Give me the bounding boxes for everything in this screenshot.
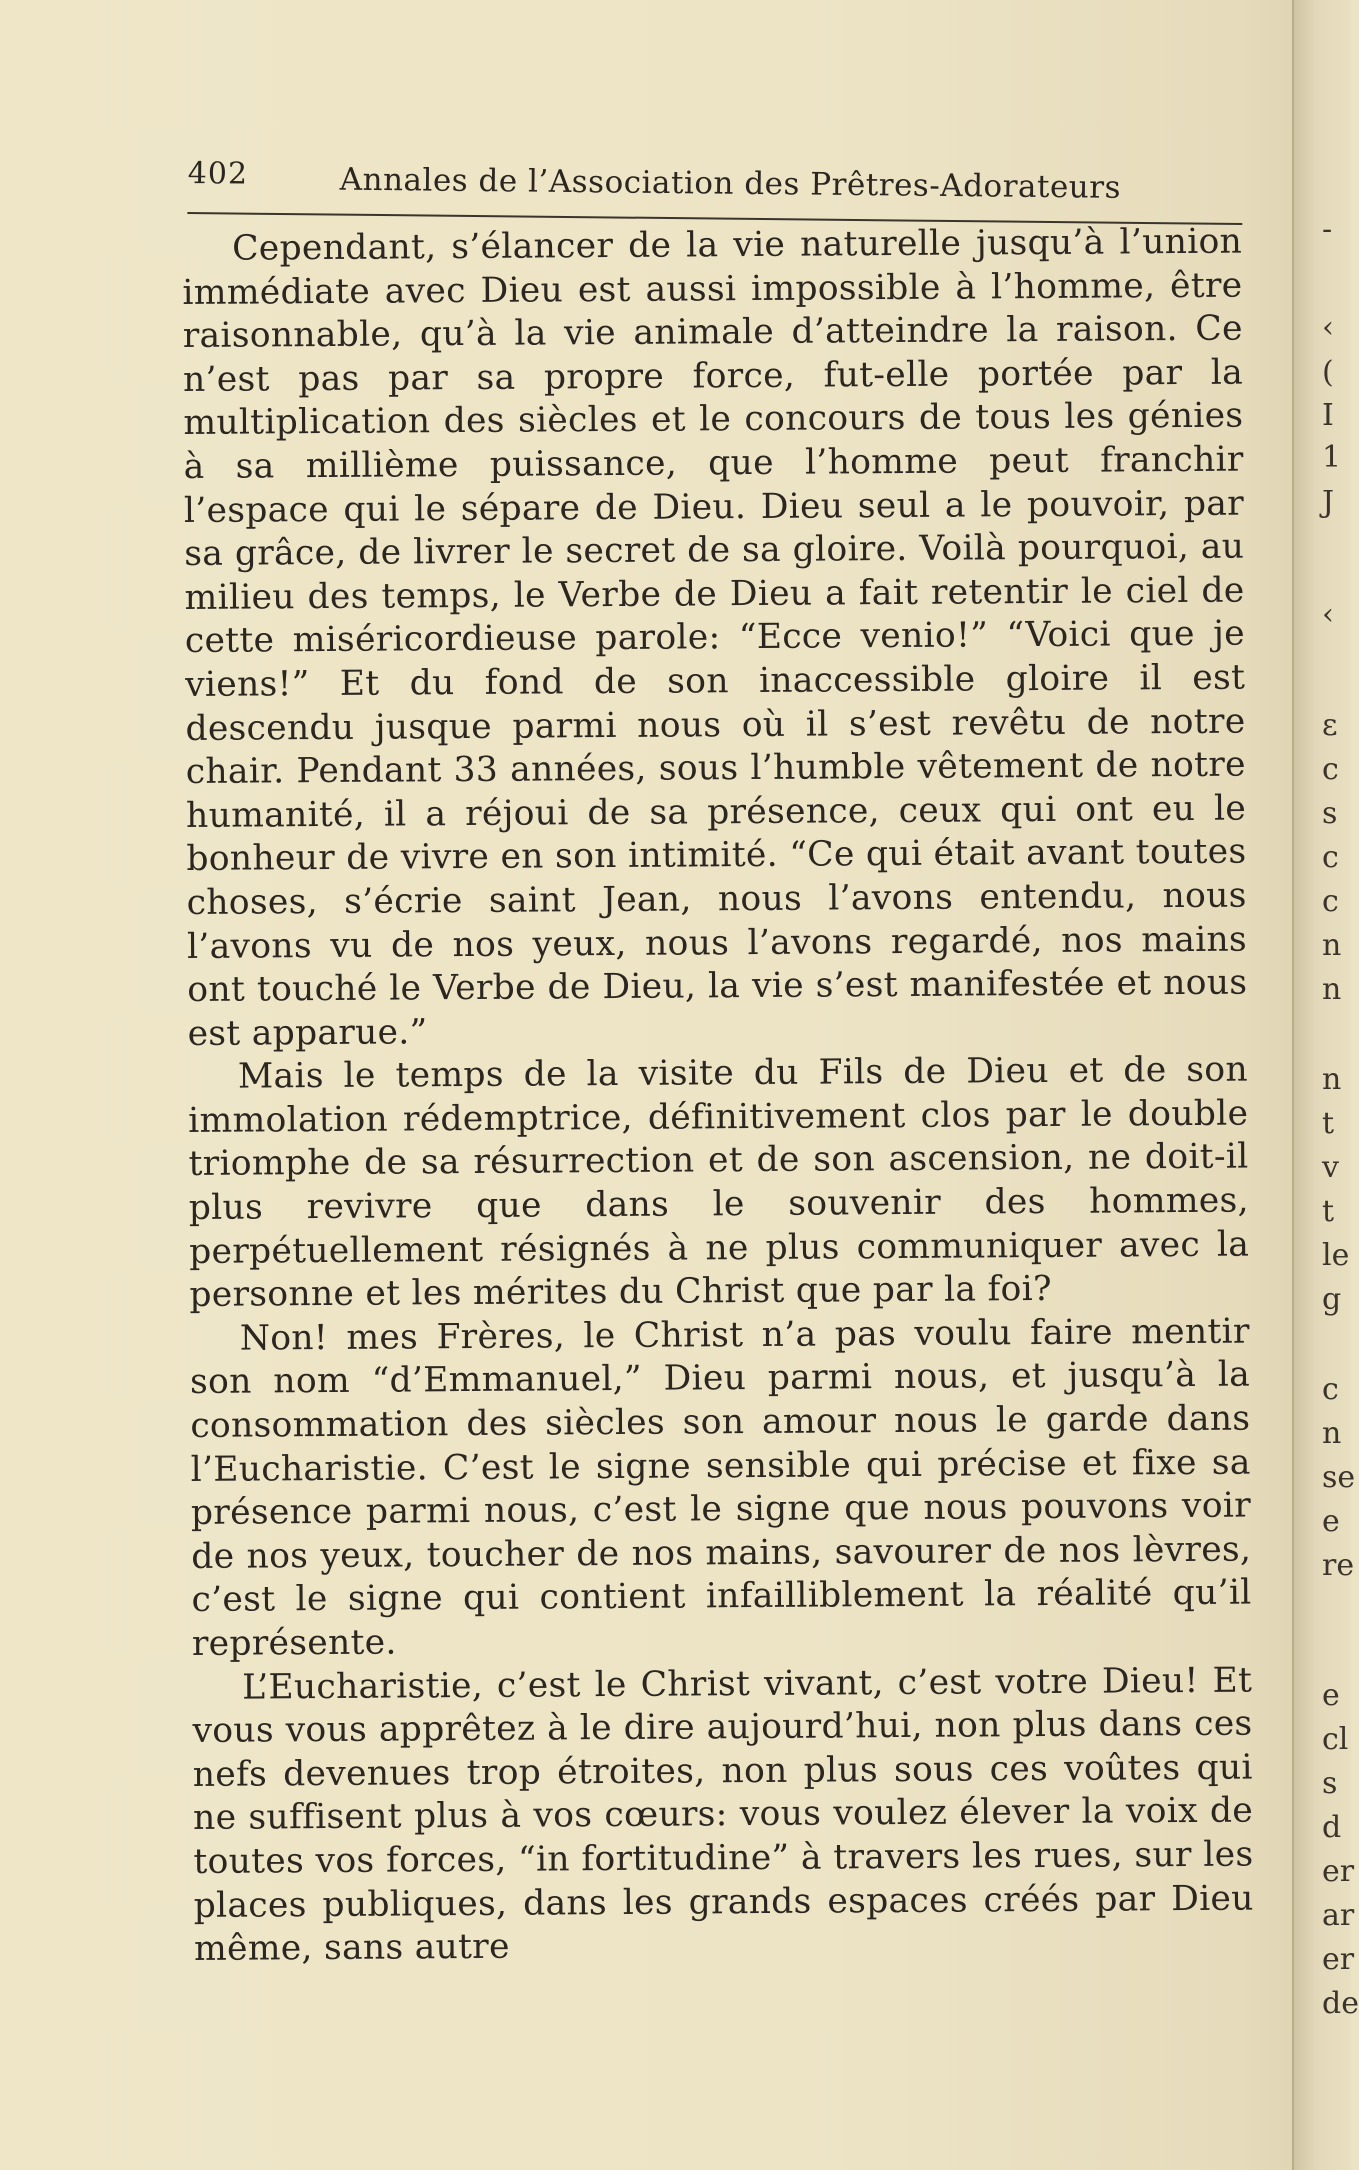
fragment: n (1322, 1416, 1342, 1451)
page-number: 402 (187, 155, 249, 192)
fragment: re (1322, 1548, 1355, 1583)
fragment: ( (1322, 355, 1334, 390)
fragment: g (1322, 1282, 1342, 1317)
fragment: ‹ (1322, 310, 1334, 345)
body-text (182, 221, 1254, 1972)
fragment: e (1322, 1504, 1340, 1539)
fragment: de (1322, 1986, 1359, 2021)
fragment: t (1322, 1194, 1335, 1229)
fragment: ‹ (1322, 597, 1334, 632)
paragraph-4: L’Eucharistie, c’est le Christ vivant, c’est votre Dieu! Et vous vous apprêtez à le dire aujourd’hui, non plus dans ces nefs devenues trop étroites, non plus sous ces voûtes qui ne suffisent plus à vos cœurs: vous voulez élever la voix de toutes vos forces, “in fortitudine” à travers les rues, sur les places publiques, dans les grands espaces créés par Dieu même, sans autre (192, 1660, 1254, 1970)
fragment: I (1322, 398, 1334, 433)
fragment: se (1322, 1460, 1356, 1495)
fragment: J (1322, 485, 1335, 520)
fragment: t (1322, 1106, 1335, 1141)
fragment: ar (1322, 1898, 1355, 1933)
fragment: - (1322, 212, 1333, 247)
paragraph-2: Mais le temps de la visite du Fils de Dieu et de son immolation rédemptrice, définitivement clos par le double triomphe de sa résurrection et de son ascension, ne doit-il plus revivre que dans le souvenir des hommes, perpétuellement résignés à ne plus communiquer avec la personne et les mérites du Christ que par la foi? (188, 1049, 1250, 1316)
running-title: Annales de l’Association des Prêtres-Adorateurs (339, 161, 1122, 206)
fragment: s (1322, 796, 1338, 831)
page-header (187, 152, 1243, 225)
fragment: er (1322, 1854, 1355, 1889)
fragment: v (1322, 1150, 1339, 1185)
fragment: s (1322, 1766, 1338, 1801)
fragment: ε (1322, 708, 1338, 743)
fragment: 1 (1322, 440, 1342, 475)
paragraph-3: Non! mes Frères, le Christ n’a pas voulu faire mentir son nom “d’Emmanuel,” Dieu parmi nous, et jusqu’à la consommation des siècles son amour nous le garde dans l’Eucharistie. C’est le signe sensible qui précise et fixe sa présence parmi nous, c’est le signe que nous pouvons voir de nos yeux, toucher de nos mains, savourer de nos lèvres, c’est le signe qui contient infailliblement la réalité qu’il représente. (189, 1311, 1252, 1664)
fragment: c (1322, 752, 1339, 787)
fragment: d (1322, 1810, 1342, 1845)
fragment: c (1322, 884, 1339, 919)
fragment: n (1322, 928, 1342, 963)
fragment: c (1322, 1372, 1339, 1407)
fragment: er (1322, 1942, 1355, 1977)
fragment: le (1322, 1238, 1350, 1273)
fragment: n (1322, 972, 1342, 1007)
fragment: c (1322, 840, 1339, 875)
fragment: n (1322, 1062, 1342, 1097)
fragment: e (1322, 1678, 1340, 1713)
fragment: cl (1322, 1722, 1349, 1757)
facing-page-fragments (1318, 0, 1359, 2170)
paragraph-1: Cependant, s’élancer de la vie naturelle jusqu’à l’union immédiate avec Dieu est aussi impossible à l’homme, être raisonnable, qu’à la vie animale d’atteindre la raison. Ce n’est pas par sa propre force, fut-elle portée par la multiplication des siècles et le concours de tous les génies à sa millième puissance, que l’homme peut franchir l’espace qui le sépare de Dieu. Dieu seul a le pouvoir, par sa grâce, de livrer le secret de sa gloire. Voilà pourquoi, au milieu des temps, le Verbe de Dieu a fait retentir le ciel de cette miséricordieuse parole: “Ecce venio!” “Voici que je viens!” Et du fond de son inaccessible gloire il est descendu jusque parmi nous où il s’est revêtu de notre chair. Pendant 33 années, sous l’humble vêtement de notre humanité, il a réjoui de sa présence, ceux qui ont eu le bonheur de vivre en son intimité. “Ce qui était avant toutes choses, s’écrie saint Jean, nous l’avons entendu, nous l’avons vu de nos yeux, nous l’avons regardé, nos mains ont touché le Verbe de Dieu, la vie s’est manifestée et nous est apparue.” (182, 221, 1248, 1054)
